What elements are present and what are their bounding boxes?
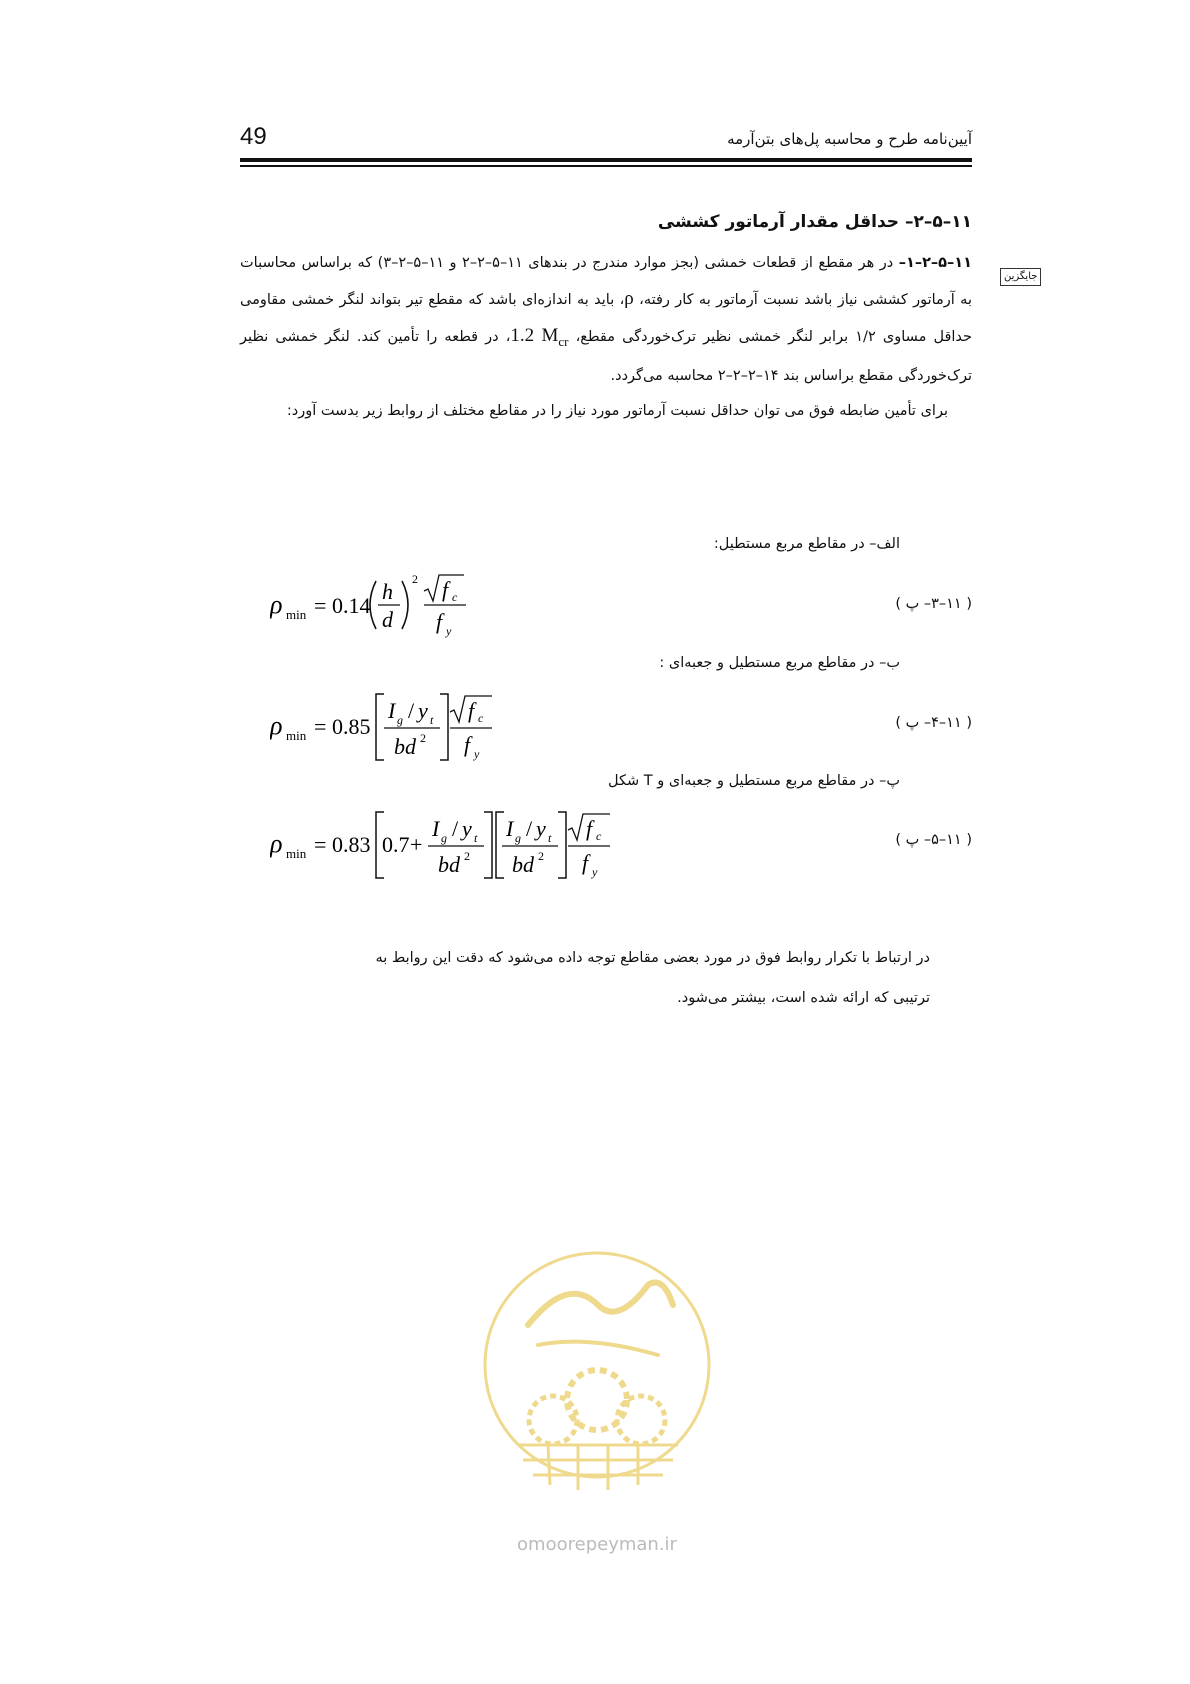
ig-symbol: I xyxy=(388,698,396,723)
yt-subscript: t xyxy=(548,831,552,845)
left-bracket xyxy=(376,694,384,760)
fy-subscript: y xyxy=(446,624,452,638)
min-subscript: min xyxy=(286,728,307,743)
watermark-logo xyxy=(478,1245,716,1565)
right-bracket xyxy=(440,694,448,760)
coefficient: 0.83 xyxy=(332,832,371,857)
slash: / xyxy=(408,698,415,723)
clause-number: ۱۱–۵–۲–۱– xyxy=(898,255,972,271)
formula-a xyxy=(270,567,490,645)
bd-exponent: 2 xyxy=(464,849,470,863)
logo-script xyxy=(538,1342,658,1355)
case-b-label: ب– در مقاطع مربع مستطیل و جعبه‌ای : xyxy=(659,655,900,671)
slash: / xyxy=(452,816,459,841)
yt-subscript: t xyxy=(430,713,434,727)
bd-symbol: bd xyxy=(394,734,416,759)
min-subscript: min xyxy=(286,607,307,622)
left-paren xyxy=(370,581,376,629)
ig-subscript: g xyxy=(515,831,521,845)
heading-number: ۱۱–۵–۲– xyxy=(904,212,972,232)
clause-paragraph xyxy=(240,246,972,394)
section-body xyxy=(240,206,972,429)
constant: 0.7 xyxy=(382,832,410,857)
numerator-h: h xyxy=(382,579,393,604)
brick-grid xyxy=(518,1445,678,1490)
heading-title: حداقل مقدار آرماتور کششی xyxy=(657,212,900,232)
page-number: 49 xyxy=(240,123,267,150)
mcr-base: 1.2 M xyxy=(510,325,559,346)
fy-subscript: y xyxy=(592,865,598,879)
formula-b xyxy=(270,686,530,770)
coefficient: 0.85 xyxy=(332,714,371,739)
ig-subscript: g xyxy=(397,713,403,727)
yt-symbol: y xyxy=(462,816,472,841)
yt-symbol: y xyxy=(536,816,546,841)
equals-sign: = xyxy=(314,593,327,618)
right-bracket xyxy=(558,812,566,878)
closing-paragraph xyxy=(290,938,930,1018)
equation-number-b: ( ۱۱–۴– پ ) xyxy=(895,715,972,731)
fy-symbol: f xyxy=(436,609,443,634)
plus-sign: + xyxy=(410,832,423,857)
bd-symbol: bd xyxy=(438,852,460,877)
header-rule-thin xyxy=(240,165,972,167)
coefficient: 0.14 xyxy=(332,593,371,618)
fy-symbol: f xyxy=(464,732,471,757)
exponent: 2 xyxy=(412,572,418,586)
slash: / xyxy=(526,816,533,841)
logo-script xyxy=(528,1283,673,1326)
fc-subscript: c xyxy=(452,590,458,604)
logo-ring xyxy=(485,1253,709,1477)
bd-exponent: 2 xyxy=(420,731,426,745)
clause-text-3: ، در قطعه را تأمین کند. لنگر خمشی نظیر ترک‌خوردگی مقطع براساس بند ۱۴–۲–۲–۲ محاسبه می‌گردد. xyxy=(240,329,972,384)
equation-number-a: ( ۱۱–۳– پ ) xyxy=(895,596,972,612)
min-subscript: min xyxy=(286,846,307,861)
left-bracket xyxy=(496,812,504,878)
clause-text-2: ، باید به اندازه‌ای باشد که مقطع تیر بتواند لنگر خمشی مقاومی حداقل مساوی ۱/۲ برابر لنگر خمشی نظیر ترک‌خوردگی مقطع، xyxy=(240,292,972,345)
running-title: آیین‌نامه طرح و محاسبه پل‌های بتن‌آرمه xyxy=(727,130,972,148)
fc-subscript: c xyxy=(596,829,602,843)
case-a-label: الف– در مقاطع مربع مستطیل: xyxy=(713,536,900,552)
clause-text-1: در هر مقطع از قطعات خمشی (بجز موارد مندرج در بندهای ۱۱–۵–۲–۲ و ۱۱–۵–۲–۳) که براساس محاسبات به آرماتور کششی نیاز باشد نسبت آرماتور به کار رفته، xyxy=(240,255,972,308)
right-paren xyxy=(402,581,408,629)
equals-sign: = xyxy=(314,714,327,739)
right-bracket xyxy=(484,812,492,878)
equals-sign: = xyxy=(314,832,327,857)
bd-symbol: bd xyxy=(512,852,534,877)
fc-symbol: f xyxy=(468,698,475,723)
equation-number-c: ( ۱۱–۵– پ ) xyxy=(895,832,972,848)
formula-c xyxy=(270,804,670,888)
yt-subscript: t xyxy=(474,831,478,845)
rho-symbol: ρ xyxy=(624,288,634,309)
denominator-d: d xyxy=(382,607,393,632)
rho-symbol: ρ xyxy=(270,590,283,619)
rho-symbol: ρ xyxy=(270,829,283,858)
gear-icon xyxy=(617,1396,665,1444)
header-rule xyxy=(240,158,972,162)
fy-subscript: y xyxy=(474,747,480,761)
cracking-moment xyxy=(510,325,569,349)
ig-symbol: I xyxy=(506,816,514,841)
mcr-subscript: cr xyxy=(558,333,569,349)
intro-paragraph: برای تأمین ضابطه فوق می توان حداقل نسبت آرماتور مورد نیاز را در مقاطع مختلف از روابط زیر بدست آورد: xyxy=(286,402,948,419)
case-c-label: پ– در مقاطع مربع مستطیل و جعبه‌ای و T شکل xyxy=(608,773,900,789)
fc-symbol: f xyxy=(586,816,593,841)
replacement-tag: جایگزین xyxy=(1000,268,1041,286)
closing-line-2: ترتیبی که ارائه شده است، بیشتر می‌شود. xyxy=(677,990,930,1006)
ig-subscript: g xyxy=(441,831,447,845)
ig-symbol: I xyxy=(432,816,440,841)
fc-subscript: c xyxy=(478,711,484,725)
closing-line-1: در ارتباط با تکرار روابط فوق در مورد بعضی مقاطع توجه داده می‌شود که دقت این روابط به xyxy=(375,950,930,966)
yt-symbol: y xyxy=(418,698,428,723)
rho-symbol: ρ xyxy=(270,711,283,740)
watermark-site: omoorepeyman.ir xyxy=(517,1534,677,1555)
fy-symbol: f xyxy=(582,850,589,875)
fc-symbol: f xyxy=(442,577,449,602)
bd-exponent: 2 xyxy=(538,849,544,863)
section-heading xyxy=(240,206,972,238)
